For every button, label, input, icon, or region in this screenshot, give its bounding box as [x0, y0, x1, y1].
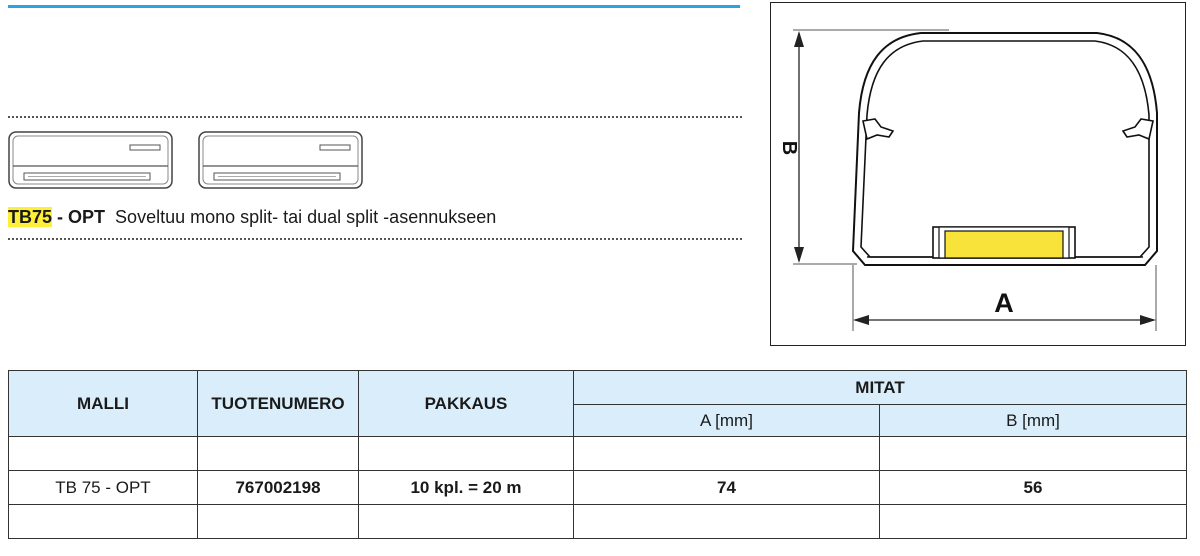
header-malli: MALLI: [9, 371, 198, 437]
cell-malli: TB 75 - OPT: [9, 471, 198, 505]
cell-tuotenumero: 767002198: [198, 471, 359, 505]
cross-section-svg: [771, 3, 1185, 345]
header-pakkaus: PAKKAUS: [359, 371, 574, 437]
cell-pakkaus: 10 kpl. = 20 m: [359, 471, 574, 505]
duct-profile-inner: [861, 41, 1149, 257]
dimension-b-label: B: [778, 140, 800, 156]
cell-a: [574, 437, 880, 471]
cell-b: 56: [880, 471, 1187, 505]
product-line: [8, 207, 496, 228]
indoor-unit-icon: [199, 132, 362, 188]
split-units-illustration: [8, 130, 368, 192]
header-mitat: MITAT: [574, 371, 1187, 405]
spec-table: [8, 370, 1187, 539]
table-row: [9, 471, 1187, 505]
cell-b: [880, 505, 1187, 539]
cell-tuotenumero: [198, 505, 359, 539]
cell-pakkaus: [359, 505, 574, 539]
table-row: [9, 505, 1187, 539]
dotted-divider-top: [8, 116, 742, 118]
cell-pakkaus: [359, 437, 574, 471]
cell-tuotenumero: [198, 437, 359, 471]
header-tuotenumero: TUOTENUMERO: [198, 371, 359, 437]
product-description: Soveltuu mono split- tai dual split -asennukseen: [115, 207, 497, 227]
yellow-insert: [945, 231, 1063, 258]
header-rule: [8, 5, 740, 8]
table-row: [9, 437, 1187, 471]
cell-a: 74: [574, 471, 880, 505]
header-a-mm: A [mm]: [574, 405, 880, 437]
dotted-divider-bottom: [8, 238, 742, 240]
header-b-mm: B [mm]: [880, 405, 1187, 437]
cell-malli: [9, 437, 198, 471]
dimension-a-label: A: [994, 288, 1014, 318]
cell-malli: [9, 505, 198, 539]
cell-b: [880, 437, 1187, 471]
product-suffix: - OPT: [57, 207, 106, 227]
indoor-unit-icon: [9, 132, 172, 188]
product-code: TB75: [8, 207, 53, 227]
cell-a: [574, 505, 880, 539]
cross-section-drawing: [770, 2, 1186, 346]
